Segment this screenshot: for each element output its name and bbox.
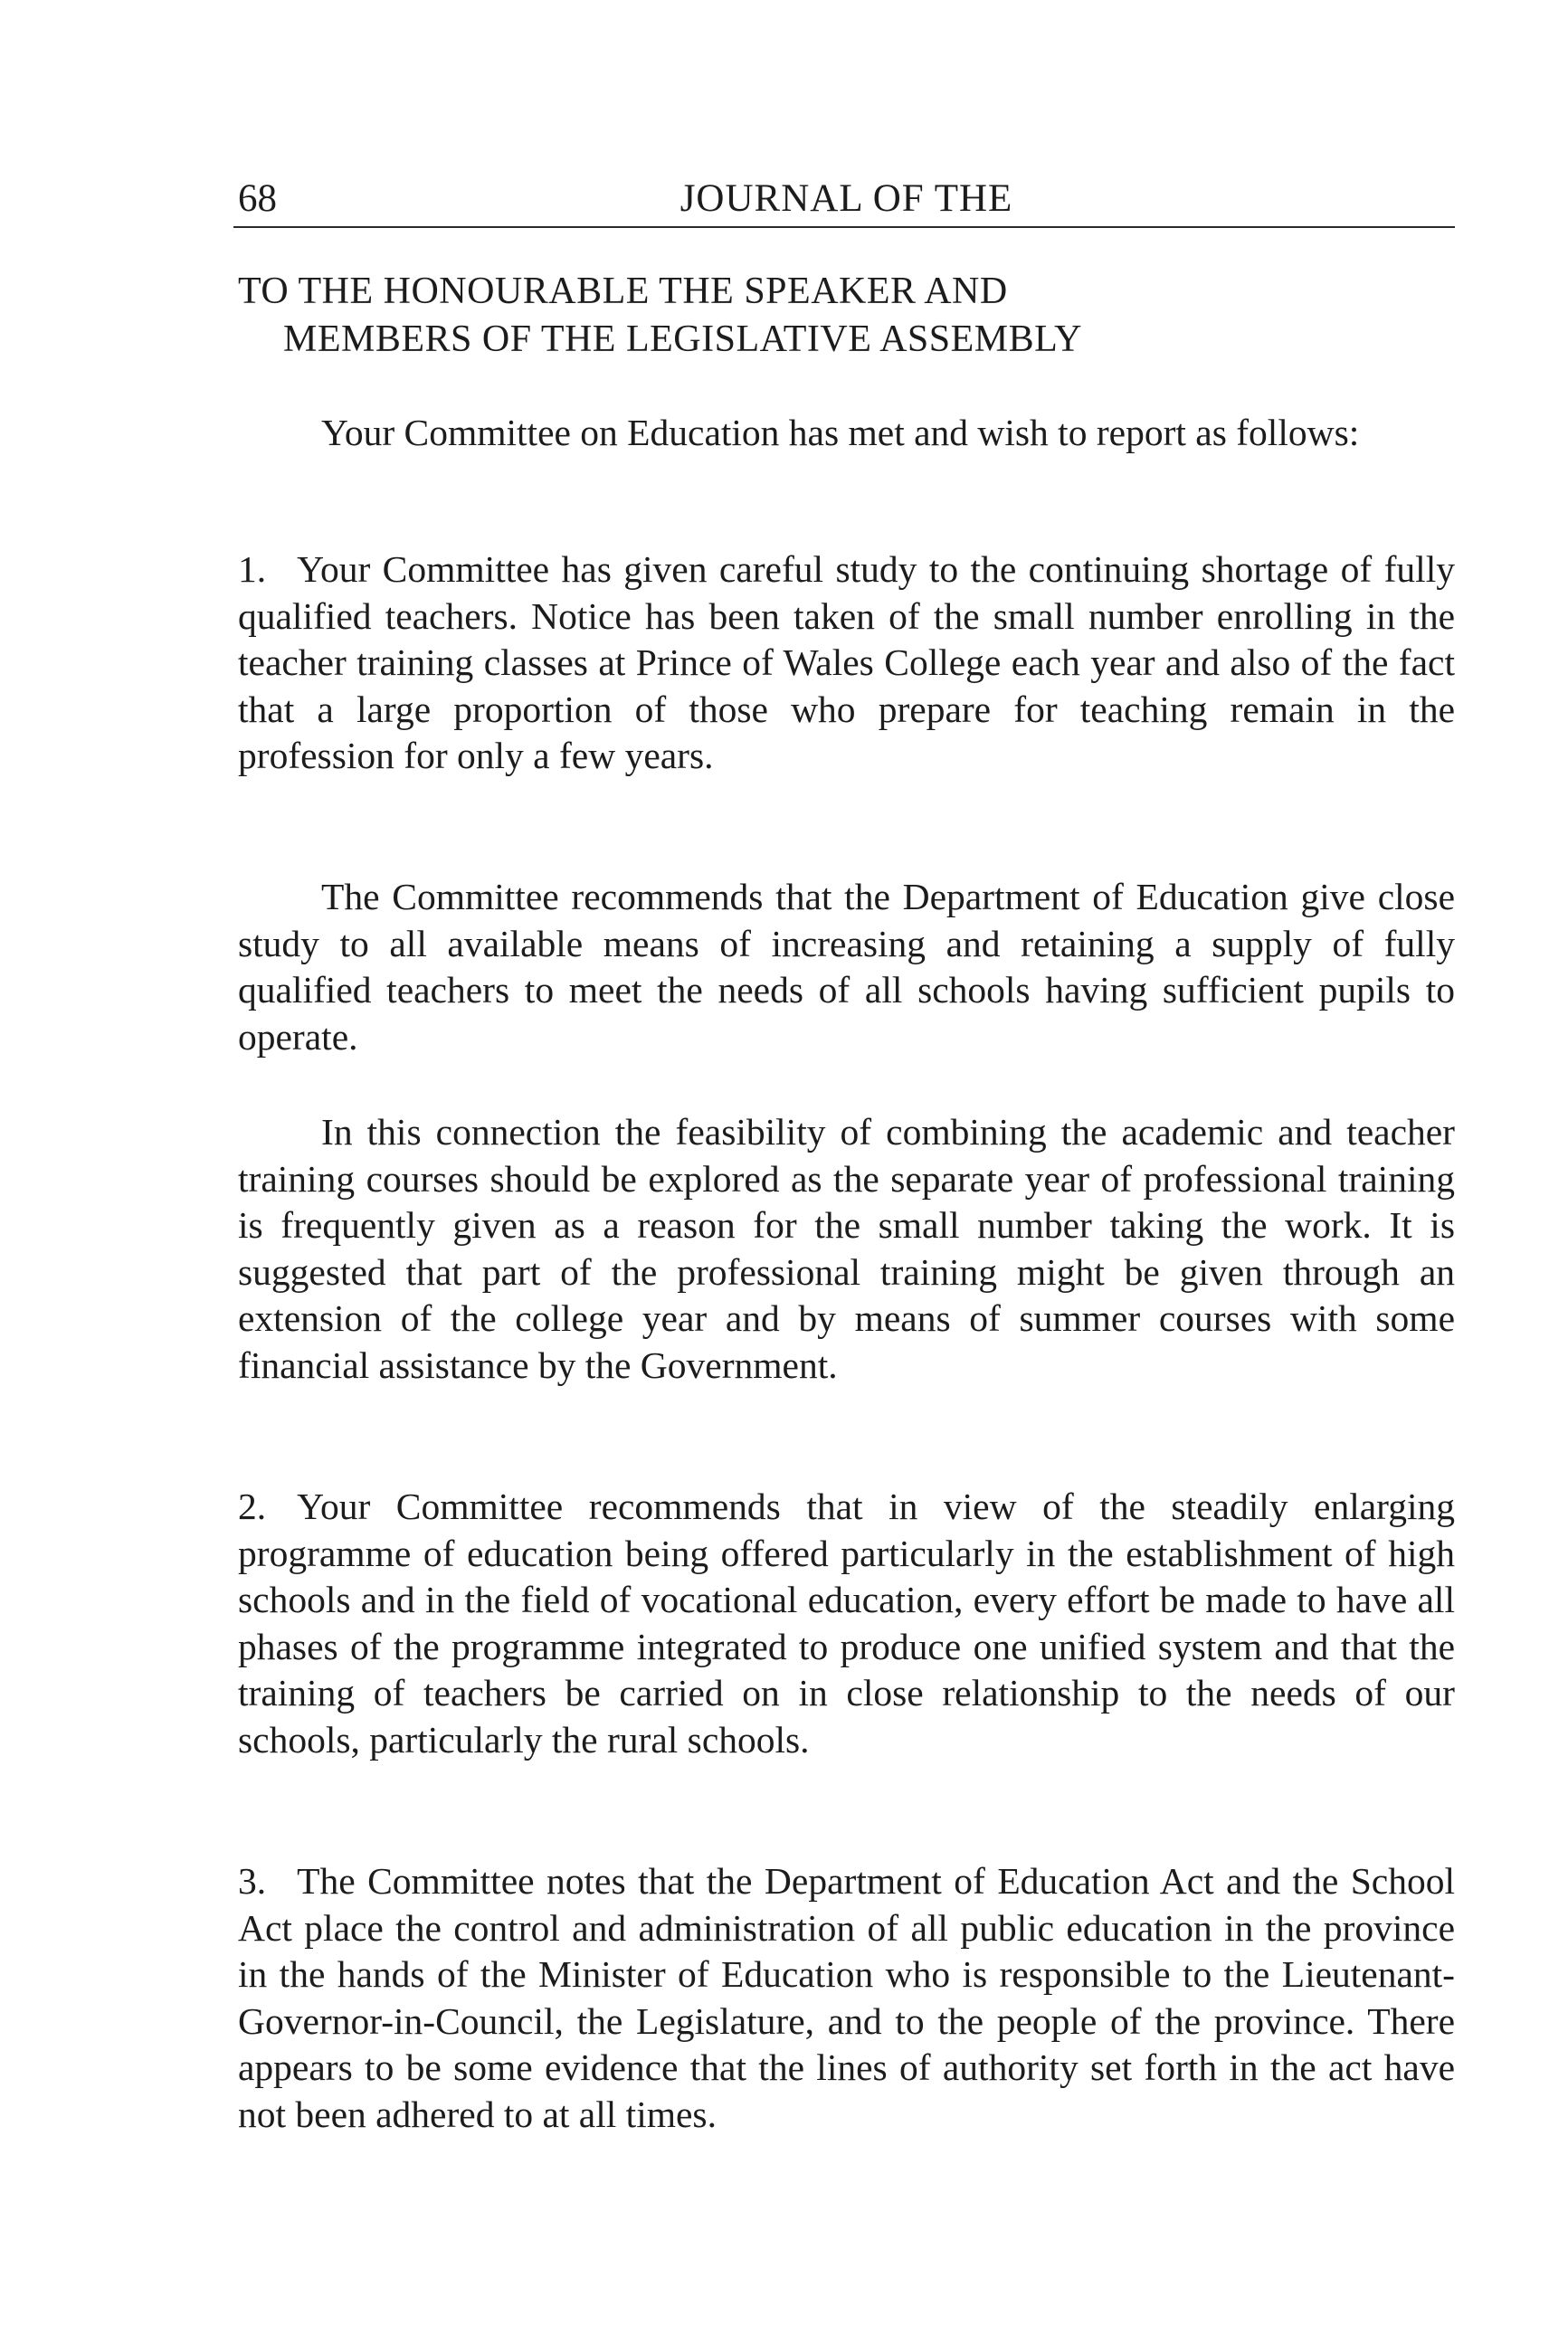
item-2-number: 2. (238, 1486, 267, 1527)
item-2-paragraph (238, 1484, 1455, 1763)
journal-title: JOURNAL OF THE (679, 177, 1013, 220)
intro-paragraph: Your Committee on Education has met and wish to report as follows: (321, 412, 1360, 453)
recommendation-paragraph: The Committee recommends that the Department of Education give close study to all available means of increasing and retaining a supply of fully qualified teachers to meet the needs of all schools having sufficient pupils to operate. (238, 876, 1455, 1058)
item-3-text: The Committee notes that the Department of Education Act and the School Act place the control and administration of all public education in the province in the hands of the Minister of Education who is responsible to the Lieutenant-Governor-in-Council, the Legislature, and to the people of the province. There appears to be some evidence that the lines of authority set forth in the act have not been adhered to at all times. (238, 1860, 1455, 2135)
connection-paragraph: In this connection the feasibility of combining the academic and teacher training courses should be explored as the separate year of professional training is frequently given as a reason for the small number taking the work. It is suggested that part of the professional training might be given through an extension of the college year and by means of summer courses with some financial assistance by the Government. (238, 1111, 1455, 1386)
address-line-1: TO THE HONOURABLE THE SPEAKER AND (238, 271, 1008, 312)
item-2-text: Your Committee recommends that in view of the steadily enlarging programme of education being offered particularly in the establishment of high schools and in the field of vocational education, every effort be made to have all phases of the programme integrated to produce one unified system and that the training of teachers be carried on in close relationship to the needs of our schools, particularly the rural schools. (238, 1486, 1455, 1761)
running-head (238, 172, 1455, 226)
item-1-paragraph (238, 546, 1455, 780)
item-3-paragraph (238, 1858, 1455, 2138)
item-1-text: Your Committee has given careful study to the continuing shortage of fully qualified teachers. Notice has been taken of the small number enrolling in the teacher training classes at Prince of Wales College each year and also of the fact that a large proportion of those who prepare for teaching remain in the profession for only a few years. (238, 548, 1455, 776)
item-3-number: 3. (238, 1860, 267, 1902)
item-1-number: 1. (238, 548, 267, 590)
address-line-2: MEMBERS OF THE LEGISLATIVE ASSEMBLY (283, 318, 1082, 360)
address-block (238, 268, 1455, 364)
header-rule (233, 226, 1455, 228)
page-number: 68 (238, 177, 277, 220)
